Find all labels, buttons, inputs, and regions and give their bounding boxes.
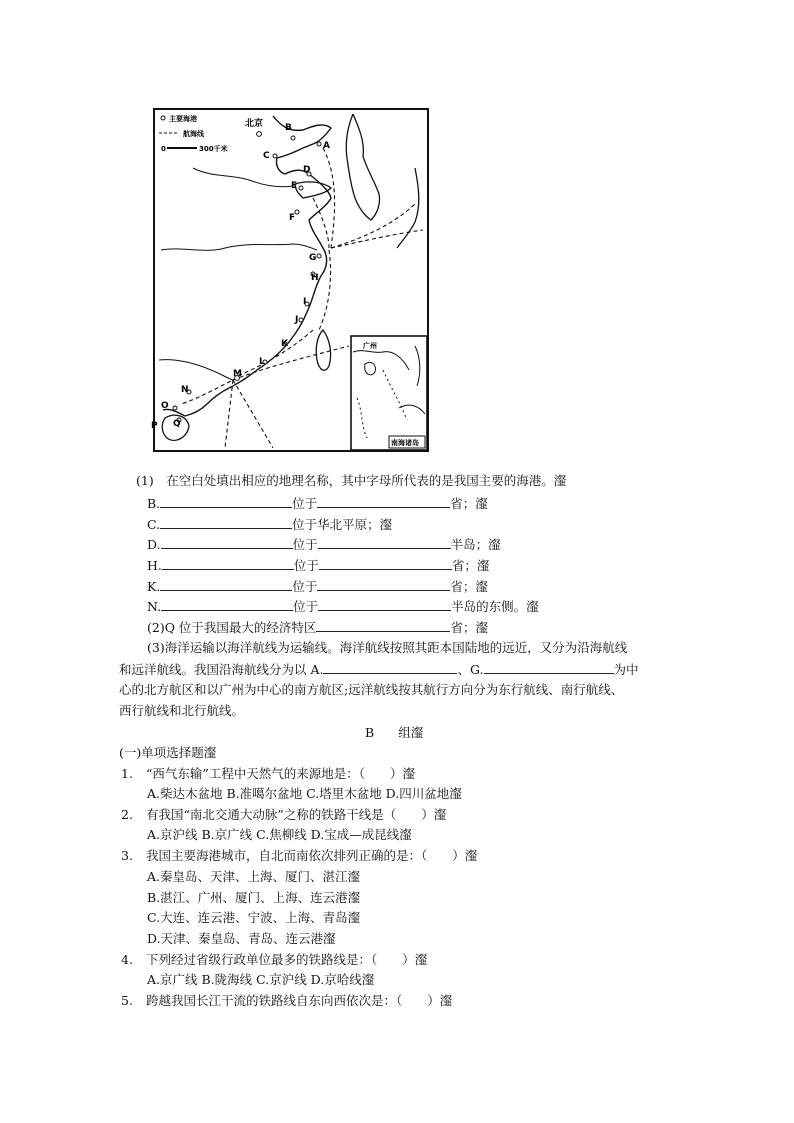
answer-blank[interactable] bbox=[317, 578, 450, 591]
fill-row-d bbox=[147, 536, 501, 553]
question-2 bbox=[147, 619, 488, 636]
fill-row-end: 省；瀣 bbox=[450, 496, 488, 511]
question-3-line-2 bbox=[119, 661, 639, 678]
answer-blank[interactable] bbox=[319, 557, 452, 570]
question-3-line-3: 心的北方航区和以广州为中心的南方航区;远洋航线按其航行方向分为东行航线、南行航线、 bbox=[119, 682, 624, 697]
question-3-line-4: 西行航线和北行航线。 bbox=[119, 703, 245, 718]
answer-blank[interactable] bbox=[323, 661, 457, 674]
port-label-m: M bbox=[233, 369, 242, 379]
mc-option-d: D.天津、秦皇岛、青岛、连云港瀣 bbox=[147, 931, 336, 946]
mc-question-4 bbox=[121, 952, 427, 968]
china-ports-map bbox=[153, 108, 429, 452]
mc-question-1 bbox=[121, 766, 415, 782]
question-3-line-2a: 和远洋航线。我国沿海航线分为以 A. bbox=[119, 662, 324, 677]
answer-blank[interactable] bbox=[161, 598, 293, 611]
question-3-line-2b: 、G. bbox=[457, 662, 484, 677]
mc-question-stem: 我国主要海港城市，自北而南依次排列正确的是：（ ）瀣 bbox=[145, 848, 478, 863]
port-label-d: D bbox=[303, 165, 311, 175]
fill-row-end: 省；瀣 bbox=[450, 579, 488, 594]
mc-option-a: A.秦皇岛、天津、上海、厦门、湛江瀣 bbox=[147, 869, 361, 884]
mc-question-stem: “西气东输”工程中天然气的来源地是：（ ）瀣 bbox=[145, 766, 415, 781]
inset-title-label: 南海诸岛 bbox=[391, 439, 419, 447]
question-3-line-1: (3)海洋运输以海洋航线为运输线。海洋航线按照其距本国陆地的远近，又分为沿海航线 bbox=[147, 640, 628, 655]
mc-question-number: 1. bbox=[121, 766, 133, 781]
south-china-sea-inset bbox=[351, 336, 427, 450]
mc-options: A.柴达木盆地 B.准噶尔盆地 C.塔里木盆地 D.四川盆地瀣 bbox=[147, 786, 462, 801]
port-label-e: E bbox=[291, 181, 298, 191]
fill-row-c bbox=[147, 516, 392, 533]
inset-city-label: 广州 bbox=[363, 342, 377, 350]
fill-row-n bbox=[147, 598, 539, 615]
port-label-g: G bbox=[309, 253, 317, 263]
mc-options: A.京沪线 B.京广线 C.焦柳线 D.宝成—成昆线瀣 bbox=[147, 827, 412, 842]
port-label-c: C bbox=[263, 151, 270, 161]
port-label-p: P bbox=[151, 421, 158, 431]
port-label-o: O bbox=[161, 401, 169, 411]
fill-row-id: K. bbox=[147, 579, 161, 594]
port-label-q: Q bbox=[173, 419, 181, 429]
section-b-heading-text: 组瀣 bbox=[398, 725, 424, 740]
mc-option-b: B.湛江、广州、厦门、上海、连云港瀣 bbox=[147, 890, 361, 905]
answer-blank[interactable] bbox=[160, 516, 292, 529]
answer-blank[interactable] bbox=[318, 598, 451, 611]
port-label-b: B bbox=[285, 123, 292, 133]
fill-row-h bbox=[147, 557, 489, 574]
legend-scale-zero: 0 bbox=[161, 145, 166, 153]
mc-options: A.京广线 B.陇海线 C.京沪线 D.京哈线瀣 bbox=[147, 972, 375, 987]
answer-blank[interactable] bbox=[316, 619, 450, 632]
mc-option-c: C.大连、连云港、宁波、上海、青岛瀣 bbox=[147, 910, 361, 925]
fill-row-id: C. bbox=[147, 517, 161, 532]
answer-blank[interactable] bbox=[318, 536, 451, 549]
legend-scale-length: 300千米 bbox=[199, 145, 228, 153]
question-2-end: 省；瀣 bbox=[450, 620, 488, 635]
fill-row-mid: 位于 bbox=[292, 579, 318, 594]
fill-row-mid: 位于 bbox=[292, 496, 318, 511]
answer-blank[interactable] bbox=[484, 661, 614, 674]
question-3-line-2c: 为中 bbox=[613, 662, 639, 677]
port-label-k: K bbox=[281, 339, 288, 349]
mc-question-number: 3. bbox=[121, 848, 133, 863]
fill-row-b bbox=[147, 495, 488, 512]
legend-port-label: 主要海港 bbox=[169, 115, 197, 123]
answer-blank[interactable] bbox=[160, 495, 292, 508]
answer-blank[interactable] bbox=[317, 495, 450, 508]
fill-row-mid: 位于 bbox=[292, 537, 318, 552]
fill-row-mid: 位于 bbox=[293, 599, 319, 614]
fill-row-k bbox=[147, 578, 488, 595]
section-b-heading bbox=[365, 725, 423, 741]
section-b-letter: B bbox=[365, 725, 375, 740]
fill-row-end: 半岛的东侧。瀣 bbox=[451, 599, 539, 614]
mc-question-stem: 下列经过省级行政单位最多的铁路线是：（ ）瀣 bbox=[145, 952, 428, 967]
mc-question-stem: 有我国“南北交通大动脉”之称的铁路干线是（ ）瀣 bbox=[145, 807, 447, 822]
fill-row-id: B. bbox=[147, 496, 161, 511]
mc-question-number: 4. bbox=[121, 952, 133, 967]
mc-question-number: 2. bbox=[121, 807, 133, 822]
port-label-j: J bbox=[295, 315, 299, 325]
fill-row-id: D. bbox=[147, 537, 161, 552]
port-label-l: L bbox=[259, 357, 265, 367]
fill-row-mid: 位于 bbox=[293, 558, 319, 573]
mc-question-stem: 跨越我国长江干流的铁路线自东向西依次是：（ ）瀣 bbox=[145, 993, 453, 1008]
fill-row-id: N. bbox=[147, 599, 162, 614]
mc-question-2 bbox=[121, 807, 446, 823]
question-2-text: (2)Q 位于我国最大的经济特区 bbox=[147, 620, 317, 635]
port-label-f: F bbox=[289, 213, 296, 223]
mc-question-number: 5. bbox=[121, 993, 133, 1008]
mc-question-5 bbox=[121, 993, 452, 1009]
fill-row-end: 半岛；瀣 bbox=[450, 537, 501, 552]
section-b-subheading: (一)单项选择题瀣 bbox=[119, 745, 217, 760]
fill-row-mid: 位于华北平原；瀣 bbox=[292, 517, 393, 532]
fill-row-end: 省；瀣 bbox=[451, 558, 490, 573]
answer-blank[interactable] bbox=[160, 578, 292, 591]
answer-blank[interactable] bbox=[162, 557, 294, 570]
port-label-n: N bbox=[181, 385, 189, 395]
city-beijing-label: 北京 bbox=[245, 119, 264, 129]
fill-row-id: H. bbox=[147, 558, 162, 573]
port-label-h: H bbox=[311, 273, 319, 283]
port-label-a: A bbox=[323, 141, 330, 151]
legend-route-label: 航海线 bbox=[183, 130, 204, 138]
answer-blank[interactable] bbox=[161, 536, 293, 549]
port-label-i: I bbox=[303, 297, 307, 307]
mc-question-3 bbox=[121, 848, 477, 864]
question-1-intro: (1) 在空白处填出相应的地理名称，其中字母所代表的是我国主要的海港。瀣 bbox=[136, 473, 567, 488]
